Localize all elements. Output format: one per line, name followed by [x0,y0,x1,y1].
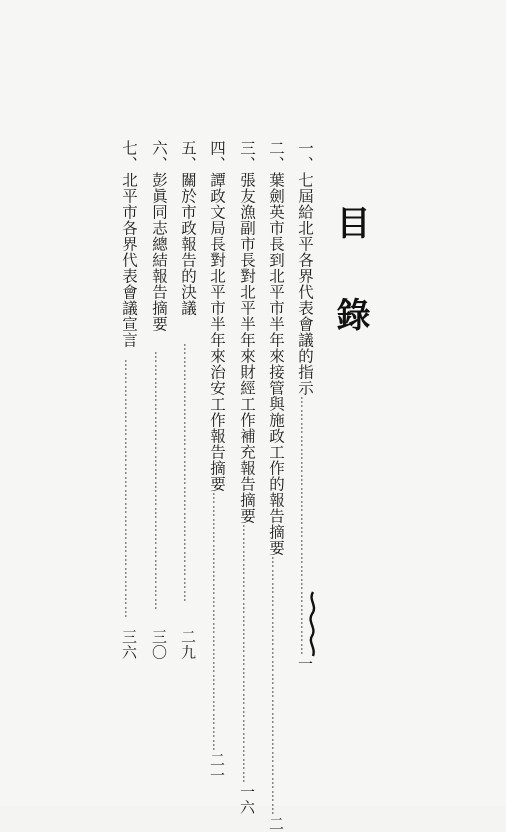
dot-leader: …………………………………………………… [269,556,283,816]
toc-entry-page: 一六 [238,784,256,815]
page-title: 目錄 [330,205,370,389]
toc-entry-7 [118,140,140,660]
dot-leader: …………………………………………………… [210,492,224,752]
dot-leader: …………………………………………………… [298,396,312,656]
dot-leader: …………………………………………………… [152,350,166,611]
toc-entry-text: 二、葉劍英市長到北平市半年來接管與施政工作的報告摘要 [267,140,285,556]
toc-entry-text: 七、北平市各界代表會議宣言 [120,140,138,348]
toc-entry-5 [177,140,199,660]
toc-entry-page: 二九 [179,629,197,660]
toc-entry-6 [148,140,170,660]
ink-mark-decoration [306,590,320,680]
toc-entry-text: 五、關於市政報告的決議 [179,140,197,316]
toc-entry-3 [236,140,258,815]
dot-leader: …………………………………………………… [181,342,195,603]
toc-entry-page: 一 [296,656,314,672]
toc-entry-page: 三六 [120,629,138,660]
toc-entry-page: 二一 [208,752,226,783]
dot-leader: …………………………………………………… [240,524,254,784]
toc-entry-1 [294,140,316,672]
toc-entry-page: 二 [267,816,285,832]
toc-entry-4 [206,140,228,783]
toc-entry-2 [265,140,287,832]
toc-entry-text: 三、張友漁副市長對北平半年來財經工作補充報告摘要 [238,140,256,524]
toc-entry-text: 四、譚政文局長對北平市半年來治安工作報告摘要 [208,140,226,492]
toc-entry-page: 三〇 [150,629,168,660]
dot-leader: …………………………………………………… [122,358,136,619]
toc-entry-text: 一、七屆給北平各界代表會議的指示 [296,140,314,396]
toc-entry-text: 六、彭眞同志總結報告摘要 [150,140,168,332]
